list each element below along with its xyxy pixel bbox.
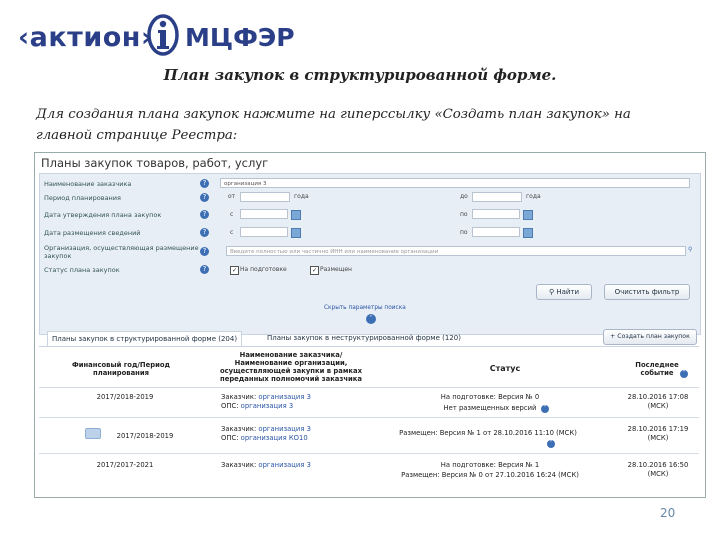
ops-link[interactable]: организация КО10 [240, 434, 308, 442]
approve-date-label: Дата утверждения плана закупок [44, 211, 162, 219]
calendar-icon[interactable] [291, 228, 301, 238]
row-event-date: 28.10.2016 17:08 [627, 393, 689, 401]
row-status: На подготовке: Версия № 1 [440, 461, 540, 469]
row-customer: Заказчик: организация 3 [221, 461, 311, 469]
screen-title: Планы закупок товаров, работ, услуг [41, 156, 269, 170]
status-published-label: Размещен [320, 266, 352, 273]
publish-date-to-input[interactable] [472, 227, 520, 237]
hide-params-link[interactable]: Скрыть параметры поиска [324, 305, 406, 311]
row-customer: Заказчик: организация 3 [221, 425, 311, 433]
create-plan-button[interactable] [603, 329, 697, 345]
find-button[interactable] [536, 284, 592, 300]
calendar-icon[interactable] [523, 210, 533, 220]
row-year: 2017/2018-2019 [116, 432, 174, 440]
col-name-header: Наименование заказчика/ Наименование организации, осуществляющей закупки в рамках переданных полномочий заказчика [219, 351, 362, 383]
customer-link[interactable]: организация 3 [258, 425, 311, 433]
help-icon[interactable]: ? [200, 265, 209, 274]
calendar-icon[interactable] [523, 228, 533, 238]
help-icon[interactable]: ? [200, 210, 209, 219]
help-icon[interactable]: ? [200, 193, 209, 202]
date-from-label: с [230, 211, 234, 218]
org-search-input[interactable]: Введите полностью или частично ИНН или наименование организации [226, 246, 686, 256]
status-preparing-checkbox[interactable]: ✓ [231, 267, 238, 274]
slide-title: План закупок в структурированной форме. [163, 66, 557, 84]
row-status: Размещен: Версия № 1 от 28.10.2016 11:10 (МСК) [399, 429, 577, 437]
date-to-label: по [460, 211, 468, 218]
find-button-label: Найти [556, 288, 580, 296]
aktion-logo: ‹актион› [18, 22, 153, 53]
period-to-select[interactable] [472, 192, 522, 202]
customer-label: Наименование заказчика [44, 180, 132, 188]
approve-date-from-input[interactable] [240, 209, 288, 219]
col-year-header: Финансовый год/Период планирования [71, 361, 171, 377]
row-ops: ОПС: организация КО10 [221, 434, 308, 442]
date-from-label: с [230, 229, 234, 236]
sort-icon[interactable]: ˅ [680, 370, 688, 378]
create-plan-label: Создать план закупок [617, 333, 690, 340]
year-label: года [526, 193, 541, 200]
org-label-line2: закупок [44, 252, 72, 260]
row-event-date: 28.10.2016 17:19 [627, 425, 689, 433]
col-event-header: Последнее событие [635, 361, 679, 377]
calendar-icon[interactable] [291, 210, 301, 220]
period-from-select[interactable] [240, 192, 290, 202]
publish-date-label: Дата размещения сведений [44, 229, 141, 237]
status-preparing-label: На подготовке [240, 266, 287, 273]
page-number: 20 [660, 506, 676, 520]
help-icon[interactable]: ? [200, 247, 209, 256]
mcfer-logo: МЦФЭР [185, 23, 295, 52]
row-year: 2017/2018-2019 [96, 393, 154, 401]
publish-date-from-input[interactable] [240, 227, 288, 237]
date-to-label: по [460, 229, 468, 236]
row-status-2: Размещен: Версия № 0 от 27.10.2016 16:24 (МСК) [401, 471, 579, 479]
ops-link[interactable]: организация 3 [240, 402, 294, 410]
approve-date-to-input[interactable] [472, 209, 520, 219]
tab-unstructured[interactable]: Планы закупок в неструктурированной форме (120) [267, 334, 461, 342]
row-customer: Заказчик: организация 3 [221, 393, 311, 401]
help-icon[interactable]: ? [200, 228, 209, 237]
period-from-label: от [228, 193, 236, 200]
registry-screenshot [34, 152, 706, 498]
expand-icon[interactable]: ˅ [541, 405, 549, 413]
row-event-date: 28.10.2016 16:50 [627, 461, 689, 469]
year-label: года [294, 193, 309, 200]
status-label: Статус плана закупок [44, 266, 120, 274]
row-event-tz: (МСК) [647, 402, 669, 410]
row-event-tz: (МСК) [647, 434, 669, 442]
row-status-2: Нет размещенных версий [443, 404, 537, 412]
info-logo-icon [146, 12, 180, 58]
collapse-icon[interactable]: ˄ [366, 314, 376, 324]
customer-link[interactable]: организация 3 [258, 393, 311, 401]
col-status-header: Статус [489, 364, 521, 373]
status-published-checkbox[interactable]: ✓ [311, 267, 318, 274]
filter-panel [39, 173, 701, 335]
search-icon[interactable]: ⚲ [688, 246, 693, 253]
search-icon: ⚲ [548, 288, 557, 296]
intro-text: Для создания плана закупок нажмите на гиперссылку «Создать план закупок» на главной странице Реестра: [36, 107, 631, 143]
help-icon[interactable]: ? [200, 179, 209, 188]
customer-link[interactable]: организация 3 [258, 461, 311, 469]
clear-filter-button[interactable]: Очистить фильтр [604, 284, 690, 300]
row-event-tz: (МСК) [647, 470, 669, 478]
period-label: Период планирования [44, 194, 121, 202]
add-icon: + [610, 333, 618, 340]
expand-icon[interactable]: ˅ [547, 440, 555, 448]
period-to-label: до [460, 193, 468, 200]
row-year: 2017/2017-2021 [96, 461, 154, 469]
row-ops: ОПС: организация 3 [221, 402, 294, 410]
row-status: На подготовке: Версия № 0 [440, 393, 540, 401]
org-label: Организация, осуществляющая размещение [44, 244, 199, 252]
tab-structured[interactable]: Планы закупок в структурированной форме (204) [47, 331, 242, 346]
customer-input[interactable]: организация 3 [220, 178, 690, 188]
